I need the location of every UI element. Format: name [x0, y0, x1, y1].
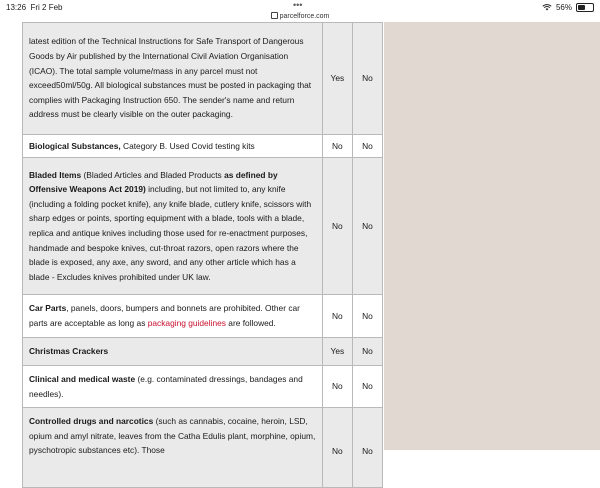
item-name: Bladed Items — [29, 169, 82, 180]
item-name-qualifier: as defined by Offensive Weapons Act 2019) — [29, 169, 278, 195]
item-description — [23, 366, 323, 408]
international-value: No — [352, 295, 382, 338]
item-name: Car Parts — [29, 303, 67, 314]
permitted-value: No — [322, 158, 352, 295]
item-text: Category B. Used Covid testing kits — [120, 140, 255, 151]
item-description — [23, 408, 323, 488]
battery-percent: 56% — [555, 3, 572, 12]
permitted-value: No — [322, 135, 352, 158]
item-text: (e.g. contaminated dressings, bandages and needles). — [29, 373, 303, 399]
item-description — [23, 295, 323, 338]
item-text: , panels, doors, bumpers and bonnets are prohibited. Other car parts are acceptable as long as — [29, 303, 300, 328]
international-value: No — [352, 338, 382, 366]
page-right-background — [384, 0, 600, 450]
item-text: latest edition of the Technical Instructions for Safe Transport of Dangerous Goods by Air published by the International Civil Aviation Organisation (ICAO). The total sample volume/mass in any parcel must not exceed50ml/50g. All biological substances must be posted in packaging that complies with Packaging Instruction 650. The sender's name and return address must be clearly visible on the outer packaging. — [29, 36, 312, 120]
table-row — [23, 408, 383, 488]
item-text-detail: including, but not limited to, any knife (including a folding pocket knife), any knife blade, cutlery knife, scissors with sharp edges or points, sporting equipment with a blade, tools with a blade, replica and antique knives including those used for re-enactment purposes, handmade and bespoke knives, cut-throat razors, open razors where the blade is exposed, any axe, any sword, and any other article which has a blade - Excludes knives prohibited under UK law. — [29, 184, 312, 282]
item-description — [23, 135, 323, 158]
permitted-value: Yes — [322, 23, 352, 135]
item-description — [23, 338, 323, 366]
lock-icon — [271, 12, 278, 19]
status-bar — [0, 0, 600, 22]
item-description — [23, 23, 323, 135]
item-text: (such as cannabis, cocaine, heroin, LSD, opium and amyl nitrate, leaves from the Catha Edulis plant, morphine, opium, pyschotropic substances etc). Those — [29, 416, 316, 456]
page-left-margin — [0, 0, 22, 450]
status-right — [542, 3, 594, 12]
international-value: No — [352, 366, 382, 408]
address-bar[interactable] — [0, 12, 600, 20]
item-text-end: are followed. — [225, 318, 276, 328]
item-text: (Bladed Articles and Bladed Products — [81, 169, 225, 180]
table-row — [23, 23, 383, 135]
permitted-value: No — [322, 366, 352, 408]
status-date: Fri 2 Feb — [30, 3, 63, 12]
international-value: No — [352, 135, 382, 158]
international-value: No — [352, 408, 382, 488]
address-url[interactable]: parcelforce.com — [279, 13, 330, 20]
permitted-value: No — [322, 408, 352, 488]
battery-level — [578, 5, 585, 10]
wifi-icon — [542, 4, 552, 11]
permitted-value: No — [322, 295, 352, 338]
packaging-guidelines-link[interactable]: packaging guidelines — [147, 318, 226, 328]
status-time — [6, 3, 63, 12]
more-dots-icon[interactable]: ••• — [293, 0, 303, 10]
table-row — [23, 295, 383, 338]
prohibited-items-table — [22, 22, 383, 488]
table-row — [23, 158, 383, 295]
item-name: Christmas Crackers — [29, 346, 109, 357]
permitted-value: Yes — [322, 338, 352, 366]
table-row — [23, 338, 383, 366]
status-time-value: 13:26 — [6, 3, 27, 12]
international-value: No — [352, 23, 382, 135]
table-row — [23, 366, 383, 408]
international-value: No — [352, 158, 382, 295]
item-description — [23, 158, 323, 295]
item-name: Controlled drugs and narcotics — [29, 416, 154, 426]
prohibited-items-table-container — [22, 22, 384, 488]
item-name: Clinical and medical waste — [29, 373, 136, 384]
item-name: Biological Substances, — [29, 140, 121, 151]
table-row — [23, 135, 383, 158]
battery-icon — [576, 3, 594, 12]
